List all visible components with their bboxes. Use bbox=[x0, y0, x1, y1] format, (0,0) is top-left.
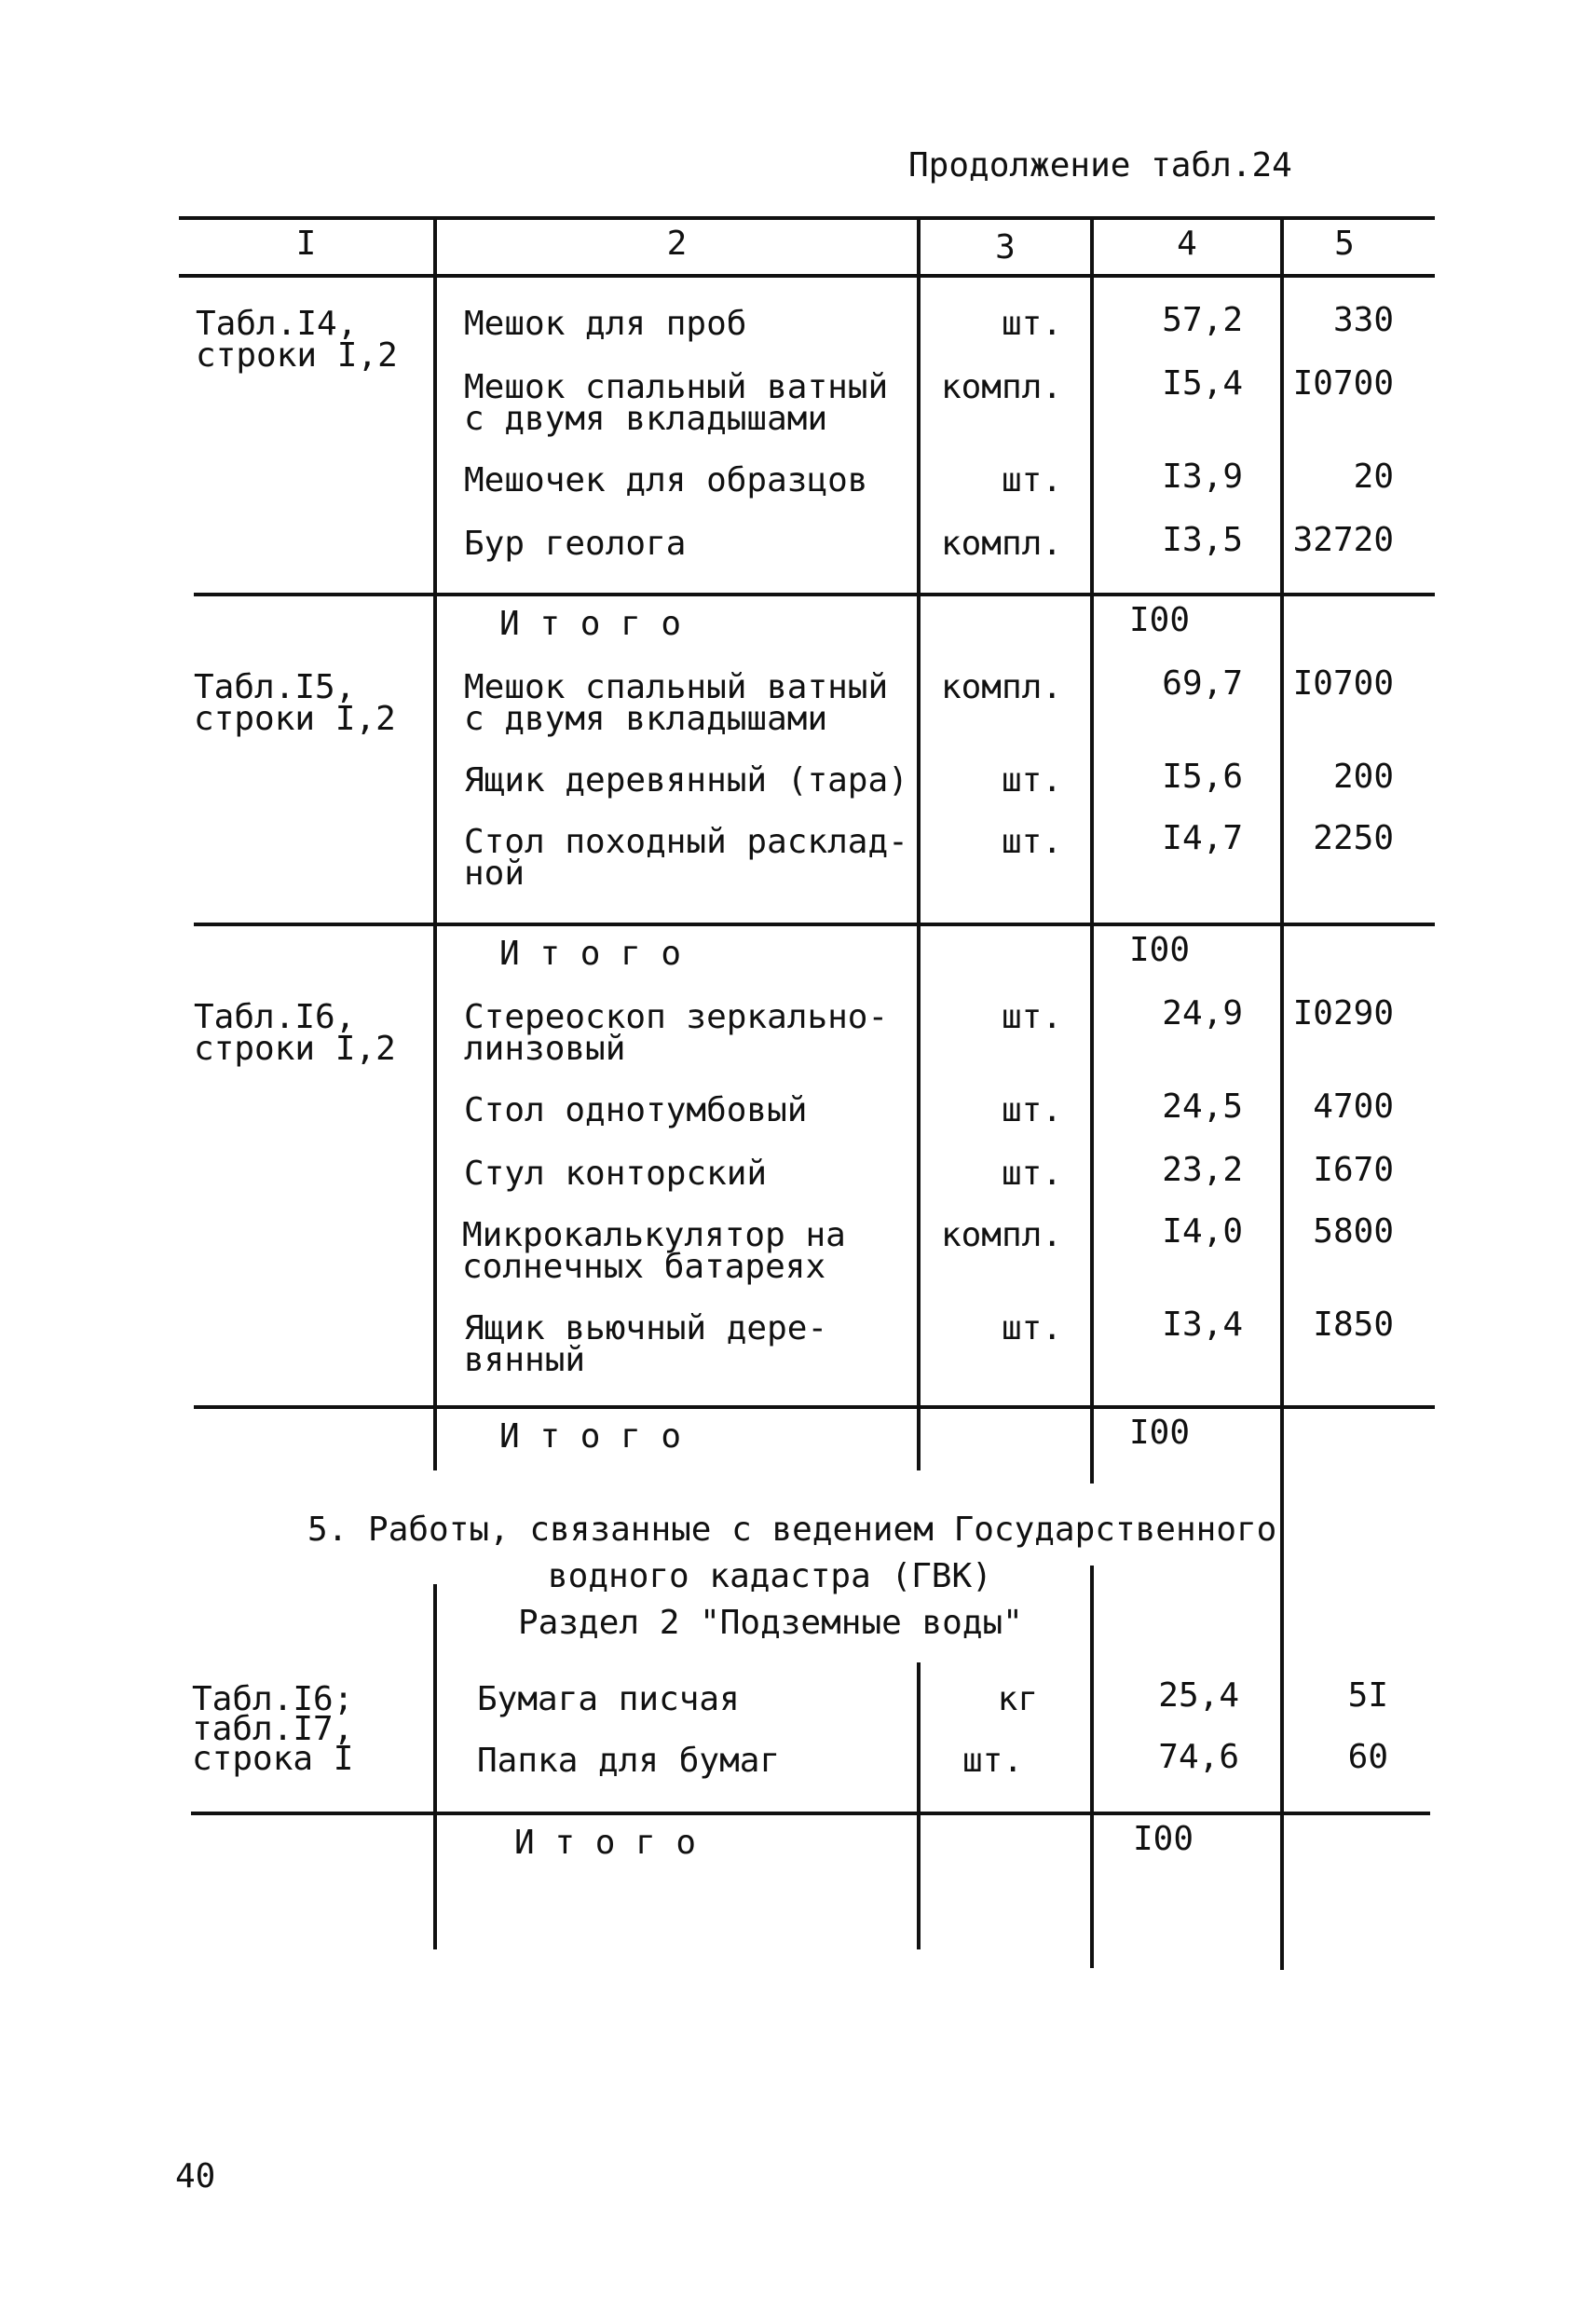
row-name: Мешочек для образцов bbox=[464, 461, 868, 499]
header-col-5: 5 bbox=[1334, 225, 1355, 263]
row-value: I0700 bbox=[1292, 364, 1394, 403]
row-share: I4,7 bbox=[1162, 819, 1243, 857]
group-1-ref-line-2: строки I,2 bbox=[196, 336, 398, 375]
section-ref-line-1: Табл.I6; bbox=[192, 1680, 354, 1718]
total-label: И т о г о bbox=[499, 605, 682, 643]
row-unit: шт. bbox=[1001, 1155, 1062, 1193]
row-share: 57,2 bbox=[1162, 301, 1243, 339]
row-name: Микрокалькулятор на bbox=[462, 1216, 846, 1254]
group-2-ref-line-1: Табл.I5, bbox=[194, 668, 356, 706]
row-name: Ящик деревянный (тара) bbox=[464, 761, 908, 800]
row-name: Мешок для проб bbox=[464, 305, 747, 343]
section-heading-line-2: водного кадастра (ГВК) bbox=[548, 1557, 992, 1595]
section-heading-line-3: Раздел 2 "Подземные воды" bbox=[518, 1604, 1023, 1642]
row-unit: компл. bbox=[940, 525, 1062, 563]
row-name: Мешок спальный ватный bbox=[464, 368, 889, 406]
row-unit: шт. bbox=[1001, 461, 1062, 499]
row-share: 25,4 bbox=[1158, 1676, 1239, 1715]
row-unit: шт. bbox=[1001, 823, 1062, 861]
row-value: 4700 bbox=[1313, 1087, 1394, 1126]
total-value: I00 bbox=[1129, 1414, 1191, 1452]
group-2-ref-line-2: строки I,2 bbox=[194, 700, 396, 738]
row-name-continued: с двумя вкладышами bbox=[464, 400, 828, 438]
row-unit: шт. bbox=[1001, 1091, 1062, 1129]
row-value: 60 bbox=[1347, 1738, 1388, 1776]
row-unit: шт. bbox=[1001, 998, 1062, 1036]
row-name-continued: ной bbox=[464, 855, 525, 893]
row-value: 5I bbox=[1347, 1676, 1388, 1715]
row-name: Стереоскоп зеркально- bbox=[464, 998, 889, 1036]
row-name-continued: линзовый bbox=[464, 1030, 626, 1068]
row-value: I0290 bbox=[1292, 994, 1394, 1032]
row-unit: компл. bbox=[940, 368, 1062, 406]
row-name: Стол походный расклад- bbox=[464, 823, 908, 861]
row-name: Папка для бумаг bbox=[477, 1742, 781, 1780]
section-ref-line-3: строка I bbox=[192, 1740, 354, 1778]
row-name: Стул конторский bbox=[464, 1155, 768, 1193]
row-unit: шт. bbox=[1001, 305, 1062, 343]
row-name: Мешок спальный ватный bbox=[464, 668, 889, 706]
row-name: Стол однотумбовый bbox=[464, 1091, 808, 1129]
section-col-1-divider bbox=[433, 1584, 437, 1949]
row-share: I4,0 bbox=[1162, 1212, 1243, 1251]
row-name: Бур геолога bbox=[464, 525, 687, 563]
group-3-ref-line-2: строки I,2 bbox=[194, 1030, 396, 1068]
row-name-continued: вянный bbox=[464, 1341, 586, 1379]
row-unit: шт. bbox=[962, 1742, 1023, 1780]
row-value: 32720 bbox=[1292, 521, 1394, 559]
row-value: 20 bbox=[1353, 458, 1394, 496]
total-value: I00 bbox=[1133, 1820, 1194, 1858]
row-unit: кг bbox=[997, 1680, 1038, 1718]
page-number: 40 bbox=[175, 2157, 216, 2195]
table-top-rule bbox=[179, 216, 1435, 220]
row-share: I5,6 bbox=[1162, 758, 1243, 796]
group-1-bottom-rule bbox=[194, 593, 1435, 596]
row-share: 24,9 bbox=[1162, 994, 1243, 1032]
row-share: I3,5 bbox=[1162, 521, 1243, 559]
row-unit: шт. bbox=[1001, 1309, 1062, 1347]
group-2-bottom-rule bbox=[194, 923, 1435, 926]
section-heading-line-1: 5. Работы, связанные с ведением Государственного bbox=[307, 1511, 1277, 1549]
group-3-ref-line-1: Табл.I6, bbox=[194, 998, 356, 1036]
total-label: И т о г о bbox=[499, 935, 682, 973]
table-caption: Продолжение табл.24 bbox=[908, 146, 1292, 185]
total-label: И т о г о bbox=[514, 1824, 697, 1862]
row-value: I0700 bbox=[1292, 664, 1394, 703]
row-name: Бумага писчая bbox=[477, 1680, 740, 1718]
total-label: И т о г о bbox=[499, 1417, 682, 1456]
row-share: I5,4 bbox=[1162, 364, 1243, 403]
row-unit: шт. bbox=[1001, 761, 1062, 800]
row-unit: компл. bbox=[940, 1216, 1062, 1254]
col-1-divider bbox=[433, 216, 437, 1470]
row-share: 24,5 bbox=[1162, 1087, 1243, 1126]
section-bottom-rule bbox=[191, 1812, 1430, 1815]
header-col-1: I bbox=[295, 225, 317, 263]
row-value: 2250 bbox=[1313, 819, 1394, 857]
row-name: Ящик вьючный дере- bbox=[464, 1309, 828, 1347]
row-value: 200 bbox=[1332, 758, 1394, 796]
row-unit: компл. bbox=[940, 668, 1062, 706]
row-value: 330 bbox=[1332, 301, 1394, 339]
total-value: I00 bbox=[1129, 931, 1191, 969]
row-value: 5800 bbox=[1313, 1212, 1394, 1251]
row-share: 23,2 bbox=[1162, 1151, 1243, 1189]
group-1-ref-line-1: Табл.I4, bbox=[196, 305, 358, 343]
row-name-continued: солнечных батареях bbox=[462, 1248, 826, 1286]
header-bottom-rule bbox=[179, 274, 1435, 278]
header-col-4: 4 bbox=[1177, 225, 1197, 263]
row-share: 74,6 bbox=[1158, 1738, 1239, 1776]
row-share: 69,7 bbox=[1162, 664, 1243, 703]
header-col-3: 3 bbox=[995, 228, 1016, 267]
row-share: I3,9 bbox=[1162, 458, 1243, 496]
group-3-bottom-rule bbox=[194, 1405, 1435, 1409]
section-ref-line-2: табл.I7, bbox=[192, 1710, 354, 1748]
total-value: I00 bbox=[1129, 601, 1191, 639]
row-name-continued: с двумя вкладышами bbox=[464, 700, 828, 738]
row-value: I670 bbox=[1313, 1151, 1394, 1189]
row-share: I3,4 bbox=[1162, 1306, 1243, 1344]
row-value: I850 bbox=[1313, 1306, 1394, 1344]
header-col-2: 2 bbox=[666, 225, 688, 263]
